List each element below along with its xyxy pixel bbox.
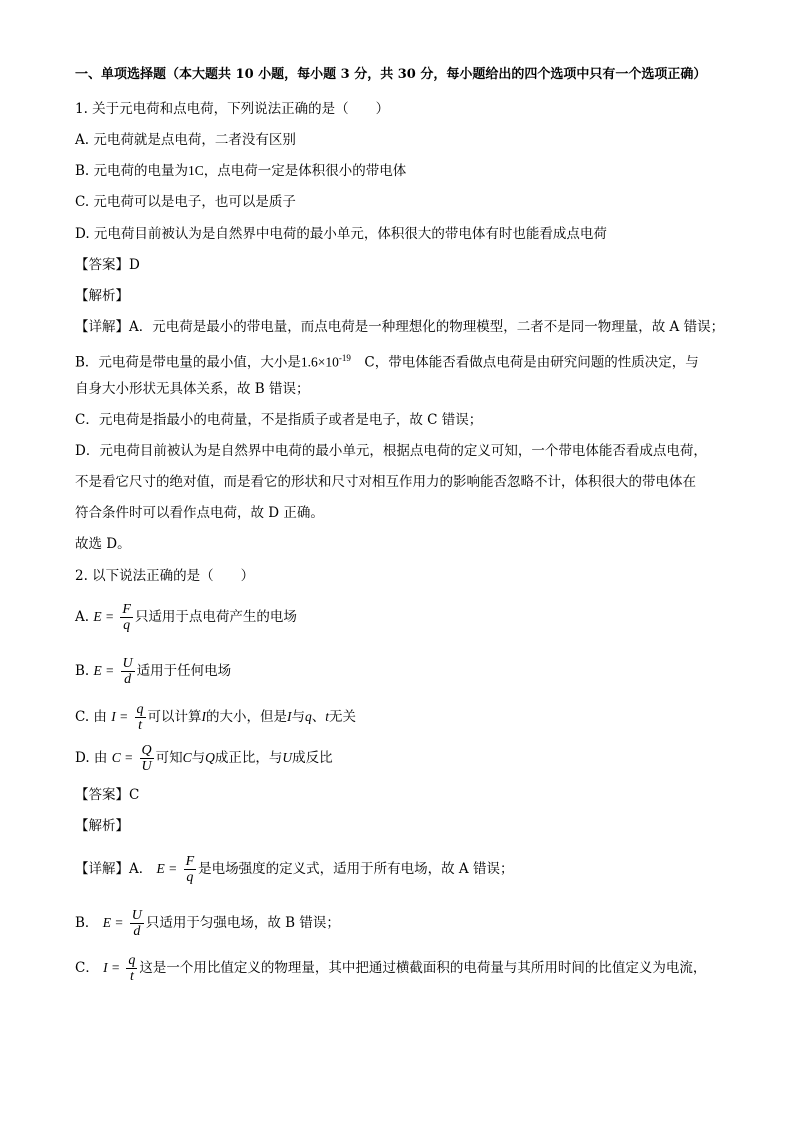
q2-detail-a [75,854,513,885]
q2-c-text-5: 无关 [329,709,357,725]
q1-detail-d3: 符合条件时可以看作点电荷，故 D 正确。 [75,505,324,521]
q1-detail-b [75,349,699,372]
q2-a-prefix: A. [75,609,90,625]
q2-c-var-3: q [305,709,312,724]
q2-option-c [75,702,356,733]
q2-stem: 2. 以下说法正确的是（ ） [75,568,255,584]
q2-d-text-4: 成反比 [292,750,333,766]
q1-option-b-value: 1C [188,163,204,178]
q2-d-var-3: U [282,750,293,765]
q2-c-numerator: q [136,702,144,717]
q2-b-fraction [121,656,135,687]
q1-detail-c: C．元电荷是指最小的电荷量，不是指质子或者是电子，故 C 错误； [75,412,483,428]
q2-c-var-4: t [325,709,330,724]
q2-b-numerator: U [122,656,133,671]
q2-detail-b-prefix: B． [75,915,99,931]
q2-detail-c-denominator: t [129,969,134,984]
q2-c-fraction [135,702,146,733]
q2-detail-a-lhs: E = [156,861,178,876]
q2-b-denominator: d [124,672,132,687]
q2-d-text-1: 可知 [155,750,183,766]
q2-detail-c-prefix: C． [75,960,99,976]
q2-option-b [75,656,231,687]
q2-a-denominator: q [123,618,131,633]
q1-detail-a: 【详解】A．元电荷是最小的带电量，而点电荷是一种理想化的物理模型，二者不是同一物理量，故 A 错误； [75,319,725,335]
q1-option-b [75,162,406,180]
q2-detail-b [75,908,340,939]
q2-a-numerator: F [122,602,131,617]
q2-analysis-label: 【解析】 [75,818,129,834]
q2-detail-a-text: 是电场强度的定义式，适用于所有电场，故 A 错误； [198,861,514,877]
q2-c-var-1: I [201,709,207,724]
q1-stem: 1. 关于元电荷和点电荷，下列说法正确的是（ ） [75,101,390,117]
q2-c-text-1: 可以计算 [147,709,202,725]
q1-detail-b-cont: 自身大小形状无具体关系，故 B 错误； [75,381,310,397]
q1-analysis-label: 【解析】 [75,288,129,304]
q1-option-a: A. 元电荷就是点电荷，二者没有区别 [75,132,296,148]
q1-option-d: D. 元电荷目前被认为是自然界中电荷的最小单元，体积很大的带电体有时也能看成点电荷 [75,226,607,242]
q1-detail-b-post: C，带电体能否看做点电荷是由研究问题的性质决定，与 [350,354,699,371]
q2-detail-a-numerator: F [185,854,195,869]
q1-option-b-pre: B. 元电荷的电量为 [75,163,189,179]
q2-detail-c-fraction [126,953,137,984]
q2-detail-b-fraction [130,908,144,939]
q2-d-denominator: U [141,759,152,774]
q2-detail-b-lhs: E = [102,915,124,930]
q2-d-fraction [140,743,154,774]
q1-detail-d1: D．元电荷目前被认为是自然界中电荷的最小单元，根据点电荷的定义可知，一个带电体能否看成点电荷， [75,443,707,459]
q2-detail-c-text: 这是一个用比值定义的物理量，其中把通过横截面积的电荷量与其所用时间的比值定义为电流， [139,960,707,976]
q2-d-text-3: 成正比，与 [214,750,283,766]
q2-c-prefix: C. 由 [75,709,107,725]
q2-detail-b-text: 只适用于匀强电场，故 B 错误； [145,915,340,931]
q2-detail-c-lhs: I = [103,960,121,975]
q2-b-prefix: B. [75,663,90,679]
q2-b-text: 适用于任何电场 [136,663,232,679]
q2-d-lhs: C = [111,750,134,765]
q2-option-a [75,602,297,633]
q1-detail-b-pre: B．元电荷是带电量的最小值，大小是 [75,354,301,371]
q2-detail-c [75,953,706,984]
q1-option-b-post: ，点电荷一定是体积很小的带电体 [203,163,407,179]
q1-detail-b-exponent: -19 [338,353,351,363]
q2-a-lhs: E = [93,609,115,624]
q2-b-lhs: E = [93,663,115,678]
q2-a-text: 只适用于点电荷产生的电场 [134,609,297,625]
q2-detail-a-denominator: q [186,870,194,885]
q2-detail-b-numerator: U [131,908,142,923]
q2-c-text-4: 、 [311,709,326,725]
q2-detail-a-fraction [184,854,197,885]
q2-c-lhs: I = [111,709,129,724]
q1-answer: 【答案】D [75,257,140,273]
q2-detail-c-numerator: q [128,953,136,968]
q2-detail-a-prefix: 【详解】A． [75,861,153,877]
q2-c-var-2: I [287,709,292,724]
q2-d-var-1: C [182,750,192,765]
q1-detail-d2: 不是看它尺寸的绝对值，而是看它的形状和尺寸对相互作用力的影响能否忽略不计，体积很大的带电体在 [75,474,696,490]
q2-a-fraction [120,602,133,633]
q2-c-denominator: t [138,718,142,733]
q2-c-text-2: 的大小，但是 [206,709,288,725]
q2-d-numerator: Q [141,743,152,758]
q2-d-text-2: 与 [191,750,206,766]
q2-d-prefix: D. 由 [75,750,108,766]
q1-conclusion: 故选 D。 [75,536,131,552]
q2-detail-b-denominator: d [133,924,141,939]
q2-d-var-2: Q [205,750,215,765]
q2-option-d [75,743,333,774]
q1-detail-b-value: 1.6×10 [300,354,339,370]
q2-answer: 【答案】C [75,787,140,803]
section-header: 一、单项选择题（本大题共 10 小题，每小题 3 分，共 30 分，每小题给出的四个选项中只有一个选项正确） [75,67,707,82]
q1-option-c: C. 元电荷可以是电子，也可以是质子 [75,194,296,210]
q2-c-text-3: 与 [291,709,306,725]
